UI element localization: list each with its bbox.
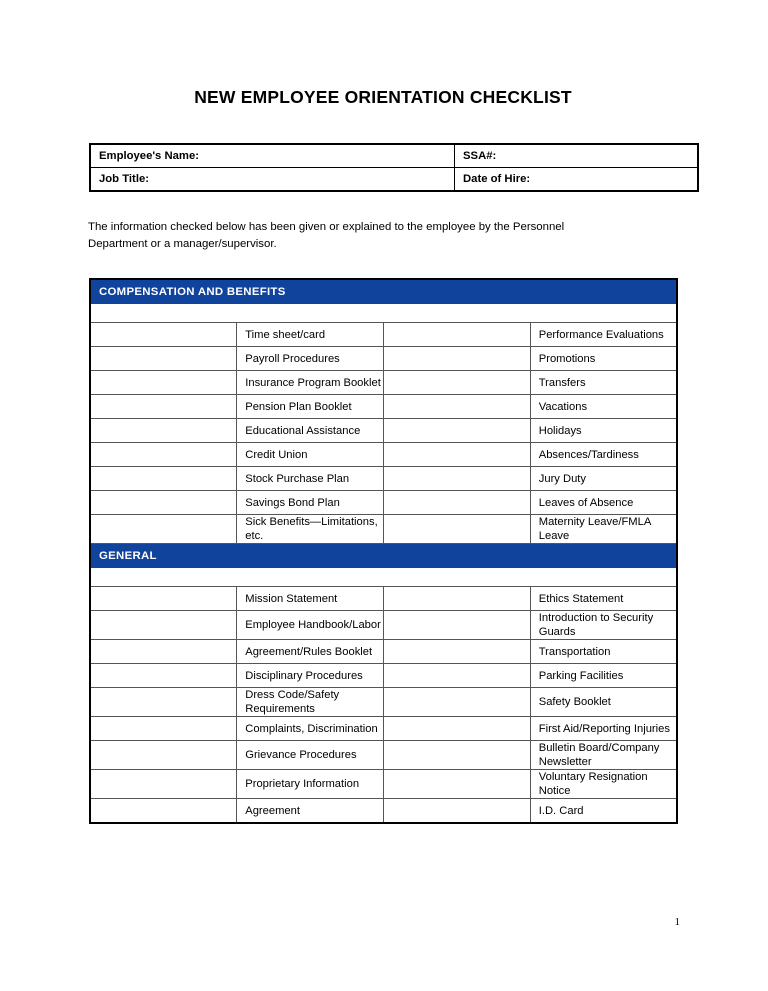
checkbox-cell-right[interactable] (384, 371, 531, 395)
checklist-row (90, 323, 677, 347)
checklist-item-label-left: Educational Assistance (237, 419, 384, 443)
checklist-section-title: GENERAL (90, 544, 677, 568)
checkbox-cell-left[interactable] (90, 770, 237, 799)
employee-info-row (90, 144, 698, 168)
checklist-item-label-right: I.D. Card (530, 799, 677, 824)
checkbox-cell-right[interactable] (384, 419, 531, 443)
checkbox-cell-right[interactable] (384, 611, 531, 640)
checklist-item-label-left: Payroll Procedures (237, 347, 384, 371)
checklist-spacer-cell (90, 304, 677, 323)
checklist-item-label-right: First Aid/Reporting Injuries (530, 717, 677, 741)
checklist-row (90, 664, 677, 688)
checklist-item-label-right: Transfers (530, 371, 677, 395)
checklist-row (90, 395, 677, 419)
checkbox-cell-left[interactable] (90, 741, 237, 770)
checklist-row (90, 467, 677, 491)
checkbox-cell-left[interactable] (90, 347, 237, 371)
checklist-row (90, 741, 677, 770)
checklist-item-label-right: Absences/Tardiness (530, 443, 677, 467)
checklist-row (90, 371, 677, 395)
checklist-body (90, 279, 677, 823)
checklist-item-label-left: Complaints, Discrimination (237, 717, 384, 741)
employee-info-table (89, 143, 699, 192)
checklist-row (90, 799, 677, 824)
checklist-item-label-right: Parking Facilities (530, 664, 677, 688)
checkbox-cell-right[interactable] (384, 688, 531, 717)
checkbox-cell-right[interactable] (384, 515, 531, 544)
checklist-item-label-left: Grievance Procedures (237, 741, 384, 770)
checklist-item-label-left: Disciplinary Procedures (237, 664, 384, 688)
checkbox-cell-left[interactable] (90, 323, 237, 347)
checkbox-cell-left[interactable] (90, 419, 237, 443)
checklist-row (90, 587, 677, 611)
checklist-item-label-right: Vacations (530, 395, 677, 419)
checkbox-cell-left[interactable] (90, 717, 237, 741)
page-number: 1 (674, 916, 680, 928)
checklist-row (90, 347, 677, 371)
checklist-row (90, 515, 677, 544)
checklist-item-label-right: Voluntary Resignation Notice (530, 770, 677, 799)
checklist-section-header (90, 279, 677, 304)
checklist-row (90, 770, 677, 799)
checklist-section-title: COMPENSATION AND BENEFITS (90, 279, 677, 304)
checkbox-cell-right[interactable] (384, 640, 531, 664)
checklist-item-label-left: Time sheet/card (237, 323, 384, 347)
checkbox-cell-left[interactable] (90, 799, 237, 824)
page-title: NEW EMPLOYEE ORIENTATION CHECKLIST (194, 87, 572, 107)
checklist-item-label-right: Ethics Statement (530, 587, 677, 611)
checklist-item-label-right: Holidays (530, 419, 677, 443)
checkbox-cell-right[interactable] (384, 717, 531, 741)
checklist-row (90, 717, 677, 741)
checklist-item-label-right: Bulletin Board/Company Newsletter (530, 741, 677, 770)
checkbox-cell-right[interactable] (384, 395, 531, 419)
checkbox-cell-right[interactable] (384, 770, 531, 799)
checklist-item-label-left: Stock Purchase Plan (237, 467, 384, 491)
checkbox-cell-right[interactable] (384, 587, 531, 611)
checkbox-cell-left[interactable] (90, 587, 237, 611)
checklist-item-label-left: Mission Statement (237, 587, 384, 611)
checklist-item-label-right: Jury Duty (530, 467, 677, 491)
checkbox-cell-right[interactable] (384, 741, 531, 770)
checklist-row (90, 640, 677, 664)
checkbox-cell-right[interactable] (384, 443, 531, 467)
checklist-item-label-left: Agreement/Rules Booklet (237, 640, 384, 664)
employee-info-left-label: Job Title: (90, 168, 455, 192)
checklist-spacer-row (90, 304, 677, 323)
employee-info-body (90, 144, 698, 191)
checklist-item-label-right: Performance Evaluations (530, 323, 677, 347)
checkbox-cell-right[interactable] (384, 347, 531, 371)
checkbox-cell-right[interactable] (384, 664, 531, 688)
checklist-item-label-left: Sick Benefits—Limitations, etc. (237, 515, 384, 544)
employee-info-right-label: SSA#: (455, 144, 699, 168)
checkbox-cell-left[interactable] (90, 664, 237, 688)
checklist-item-label-right: Maternity Leave/FMLA Leave (530, 515, 677, 544)
checkbox-cell-right[interactable] (384, 323, 531, 347)
checklist-item-label-right: Promotions (530, 347, 677, 371)
checkbox-cell-left[interactable] (90, 611, 237, 640)
checklist-item-label-left: Proprietary Information (237, 770, 384, 799)
employee-info-left-label: Employee's Name: (90, 144, 455, 168)
checklist-item-label-left: Pension Plan Booklet (237, 395, 384, 419)
checklist-item-label-right: Transportation (530, 640, 677, 664)
checkbox-cell-right[interactable] (384, 491, 531, 515)
checkbox-cell-left[interactable] (90, 515, 237, 544)
checklist-item-label-right: Introduction to Security Guards (530, 611, 677, 640)
checklist-spacer-row (90, 568, 677, 587)
checklist-row (90, 491, 677, 515)
checklist-row (90, 419, 677, 443)
intro-paragraph (88, 219, 678, 253)
checklist-item-label-left: Agreement (237, 799, 384, 824)
checkbox-cell-left[interactable] (90, 688, 237, 717)
checklist-row (90, 611, 677, 640)
intro-line-2: Department or a manager/supervisor. (88, 238, 277, 250)
checkbox-cell-left[interactable] (90, 395, 237, 419)
checklist-row (90, 443, 677, 467)
checklist-item-label-left: Credit Union (237, 443, 384, 467)
checklist-item-label-left: Employee Handbook/Labor (237, 611, 384, 640)
checkbox-cell-right[interactable] (384, 467, 531, 491)
checklist-row (90, 688, 677, 717)
checkbox-cell-left[interactable] (90, 467, 237, 491)
checkbox-cell-left[interactable] (90, 371, 237, 395)
checkbox-cell-right[interactable] (384, 799, 531, 824)
checklist-item-label-left: Savings Bond Plan (237, 491, 384, 515)
checklist-item-label-right: Leaves of Absence (530, 491, 677, 515)
checklist-item-label-left: Dress Code/Safety Requirements (237, 688, 384, 717)
employee-info-right-label: Date of Hire: (455, 168, 699, 192)
checkbox-cell-left[interactable] (90, 443, 237, 467)
checklist-item-label-left: Insurance Program Booklet (237, 371, 384, 395)
checkbox-cell-left[interactable] (90, 491, 237, 515)
intro-line-1: The information checked below has been given or explained to the employee by the Personnel (88, 221, 565, 233)
checklist-section-header (90, 544, 677, 568)
checkbox-cell-left[interactable] (90, 640, 237, 664)
checklist-spacer-cell (90, 568, 677, 587)
orientation-checklist-table (89, 278, 678, 824)
employee-info-row (90, 168, 698, 192)
checklist-item-label-right: Safety Booklet (530, 688, 677, 717)
